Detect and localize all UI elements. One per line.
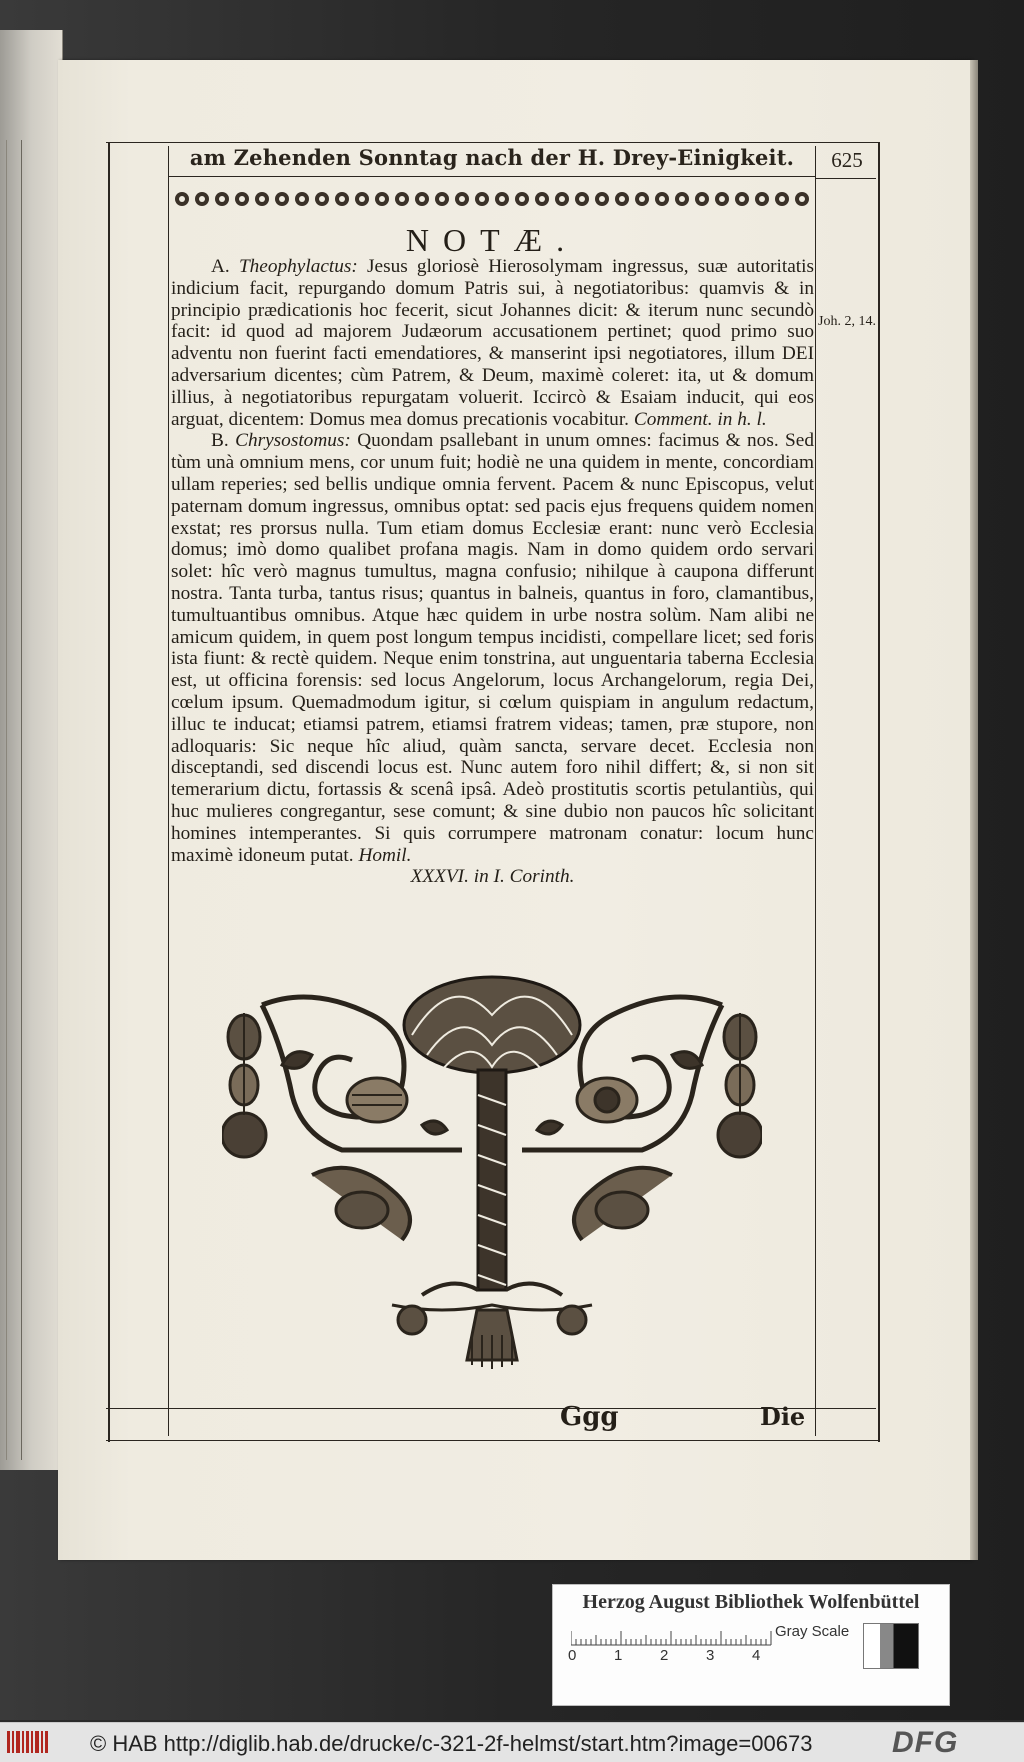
note-a-author: Theophylactus:	[238, 256, 358, 277]
note-a-label: A.	[211, 256, 230, 277]
note-a	[171, 256, 814, 430]
woodcut-tailpiece-illustration	[222, 975, 762, 1375]
frame-bottom-rule	[106, 1440, 878, 1441]
note-b-citation-tail: XXXVI. in I. Corinth.	[410, 866, 575, 888]
note-b-label: B.	[211, 430, 229, 452]
institution-name: Herzog August Bibliothek Wolfenbüttel	[582, 1591, 920, 1613]
scale-number-3: 3	[706, 1647, 715, 1664]
gray-scale-swatch	[863, 1623, 919, 1669]
note-a-citation: Comment. in h. l.	[633, 408, 767, 430]
scale-number-2: 2	[660, 1647, 669, 1664]
gray-scale-label: Gray Scale	[775, 1623, 850, 1640]
scale-number-0: 0	[568, 1647, 577, 1664]
footer-copyright-link[interactable]: © HAB http://diglib.hab.de/drucke/c-321-2f-helmst/start.htm?image=00673	[90, 1731, 813, 1756]
note-b-citation: Homil.	[358, 844, 412, 866]
page-number: 625	[831, 148, 863, 172]
margin-head-rule	[816, 178, 876, 179]
running-head: am Zehenden Sonntag nach der H. Drey-Einigkeit.	[189, 145, 795, 170]
dfg-logo: DFG	[892, 1726, 959, 1759]
scale-number-1: 1	[614, 1647, 623, 1664]
frame-inner-left-rule	[168, 146, 169, 1436]
barcode-logo-icon	[6, 1729, 50, 1755]
tree-crown	[404, 977, 580, 1073]
note-b-text: Quondam psallebant in unum omnes: facimus & nos. Sed tùm unà omnium mens, cor unum fuit; hodiè ne una quidem in mente, concordiam ullam reperies; sed bellis undique omnia fervent. Pacem & nunc Episcopus, velut paternam domum ingressus, omnibus optat: sed pacis ejus frequens quidem nomen exstat; res prorsus nulla. Tum etiam domus Ecclesiæ erant: nunc verò Ecclesia domus; imò domo qualibet profana magis. Nam in domo quidem ordo servari solet: hîc verò magnus tumultus, magna confusio; nihilque à caupona differunt nostra. Tanta turba, tantus risus; quantus in balneis, quantus in foro, clamantibus, tumultuantibus omnibus. Atque hæc quidem in urbe nostra solùm. Nam alibi ne amicum quidem, in quem post longum tempus incidisti, compellare licet; sed foris ista fiunt: & rectè quidem. Neque enim tonstrina, aut unguentaria taberna Ecclesia est, ut officina forensis: sed locus Angelorum, locus Archangelorum, regia Dei, cœlum ipsum. Quemadmodum igitur, si cœlum quispiam in angulum redactum, illuc te inducat; etiamsi patrem, etiamsi fratrem videas; tamen, præ stupore, non adloquaris: Sic neque hîc aliud, quàm sancta, servare decet. Ecclesia non disceptandi, sed discendi locus est. Nunc autem foro nihil differt; &, si non sit temerarium dictu, fortassis & scenâ ipsâ. Adeò prostitutis scortis petulantiùs, qui huc mulieres congregantur, sese comunt; & sine dubio non paucos hîc solicitant homines intemperantes. Si quis corrumpere matronam conatur: locum hunc maximè idoneum putat.	[171, 430, 814, 866]
notes-heading: NOTÆ.	[405, 222, 579, 258]
margin-note: Joh. 2, 14.	[818, 314, 876, 329]
frame-top-rule	[106, 142, 878, 143]
head-rule	[168, 176, 816, 177]
frame-inner-right-rule	[815, 146, 816, 1436]
previous-page-edge	[0, 30, 63, 1470]
signature-mark: Ggg	[560, 1402, 619, 1432]
footer-bar	[0, 1722, 1024, 1762]
note-b-author: Chrysostomus:	[235, 430, 351, 452]
ornament-band	[172, 188, 812, 210]
scale-number-4: 4	[752, 1647, 761, 1664]
color-calibration-card	[552, 1584, 950, 1706]
catchword: Die	[760, 1402, 806, 1431]
notes-body	[171, 256, 814, 888]
note-b	[171, 430, 814, 866]
note-a-text: Jesus gloriosè Hierosolymam ingressus, suæ autoritatis indicium facit, repurgando domum Patris sui, à negotiatoribus: quamvis & in principio prædicationis hoc fecerit, sicut Johannes dicit: & iterum nunc secundò facit: id quod ad majorem Judæorum accusationem pertinet; quod primo suo adventu non fuerint facti emendatiores, & manserint ipsi negotiatores, illum DEI adversarium dicentes; cùm Patrem, & Deum, maximè coleret: ita, ut & domum illius, à negotiatoribus repurgatam voluerit. Iccircò & Esaiam inducit, qui eos arguat, dicentem: Domus mea domus precationis vocabitur.	[171, 256, 815, 430]
